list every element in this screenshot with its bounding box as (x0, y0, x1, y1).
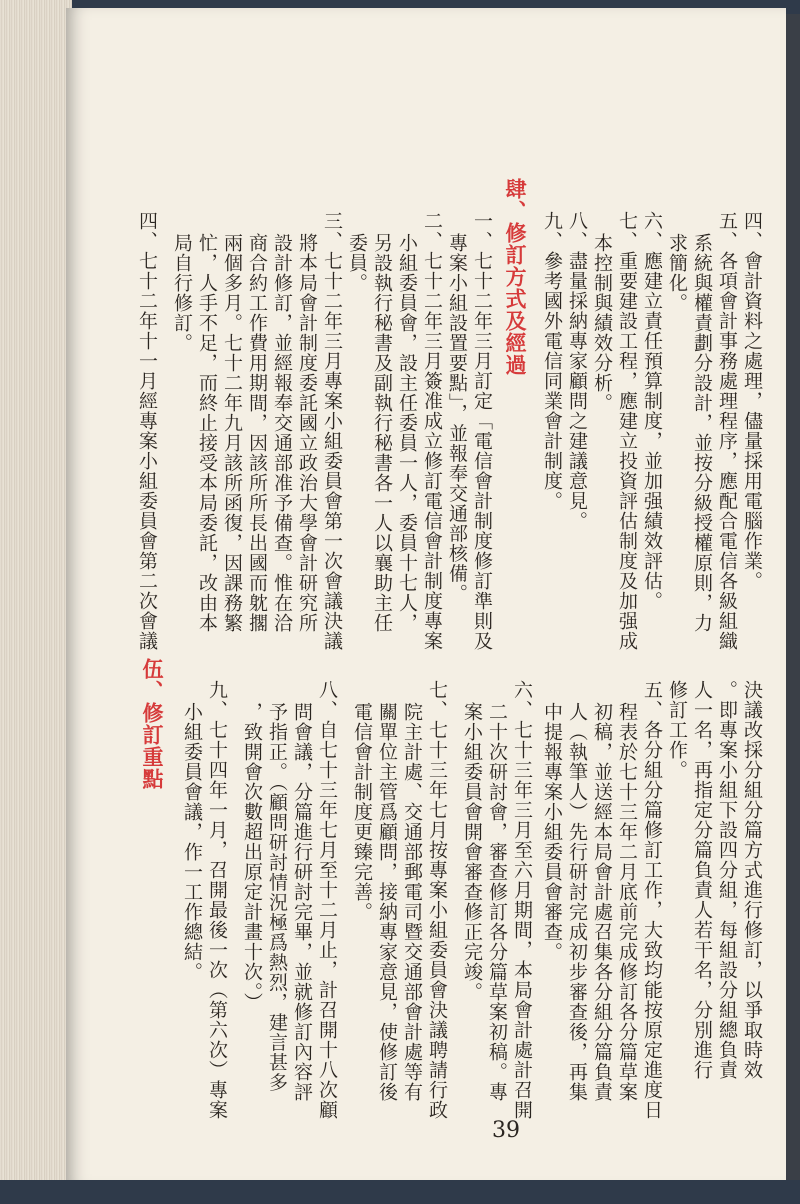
upper-col-23: 局自行修訂。 (171, 233, 193, 353)
upper-col-16: 委員。 (346, 233, 368, 293)
upper-col-21: 兩個多月。七十二年九月該所函復，因課務繁 (221, 233, 243, 633)
lower-col-10: 六、七十三年三月至六月期間，本局會計處計召開 (511, 680, 533, 1120)
lower-col-6: 程表於七十三年二月底前完成修訂各分篇草案 (616, 702, 638, 1102)
lower-col-14: 院主計處、交通部郵電司暨交通部會計處等有 (401, 702, 423, 1102)
lower-col-5: 五、各分組分篇修訂工作，大致均能按原定進度日 (641, 680, 663, 1120)
upper-col-18: 將本局會計制度委託國立政治大學會計研究所 (296, 233, 318, 633)
upper-col-1: 四、會計資料之處理，儘量採用電腦作業。 (741, 211, 763, 591)
lower-col-21: 九、七十四年一月，召開最後一次（第六次）專案 (206, 680, 228, 1120)
upper-col-6: 七、重要建設工程，應建立投資評估制度及加强成 (616, 211, 638, 651)
lower-col-19: 予指正。（顧問研討情況極爲熱烈，建言甚多 (266, 702, 288, 1093)
lower-col-16: 電信會計制度更臻完善。 (351, 702, 373, 922)
upper-col-22: 忙，人手不足，而終止接受本局委託，改由本 (196, 233, 218, 633)
lower-col-15: 關單位主管爲顧問，接納專家意見，使修訂後 (376, 702, 398, 1102)
upper-col-17: 三、七十二年三月專案小組委員會第一次會議決議 (321, 211, 343, 651)
upper-col-14: 小組委員會，設主任委員一人，委員十七人， (396, 233, 418, 633)
page-number: 39 (492, 1118, 520, 1143)
upper-col-11: 一、七十二年三月訂定「電信會計制度修訂準則及 (471, 211, 493, 651)
lower-col-22: 小組委員會議，作一工作總結。 (181, 702, 203, 982)
lower-col-3: 人一名，再指定分篇負責人若干名，分別進行 (691, 680, 713, 1080)
book-page (66, 8, 786, 1186)
upper-col-24: 四、七十二年十一月經專案小組委員會第二次會議 (136, 211, 158, 651)
lower-col-7: 初稿，並送經本局會計處召集各分組分篇負責 (591, 702, 613, 1102)
section-heading-four: 肆、修訂方式及經過 (503, 178, 528, 376)
upper-col-12: 專案小組設置要點」，並報奉交通部核備。 (446, 233, 468, 604)
book-binding-bottom (0, 1180, 800, 1204)
upper-col-3: 系統與權責劃分設計，並按分級授權原則，力 (691, 233, 713, 633)
lower-col-8: 人（執筆人）先行研討完成初步審查後，再集 (566, 702, 588, 1102)
upper-col-4: 求簡化。 (666, 233, 688, 313)
upper-col-13: 二、七十二年三月簽准成立修訂電信會計制度專案 (421, 211, 443, 651)
upper-col-19: 設計修訂，並經報奉交通部准予備查。惟在洽 (271, 233, 293, 633)
lower-col-13: 七、七十三年七月按專案小組委員會決議聘請行政 (426, 680, 448, 1120)
lower-col-17: 八、自七十三年七月至十二月止，計召開十八次顧 (316, 680, 338, 1120)
section-heading-five: 伍、修訂重點 (140, 658, 165, 790)
upper-col-15: 另設執行秘書及副執行秘書各一人以襄助主任 (371, 233, 393, 633)
lower-col-12: 案小組委員會開會審查修正完竣。 (461, 702, 483, 1002)
lower-col-2: 。即專案小組下設四分組，每組設分組總負責 (716, 680, 738, 1080)
upper-col-7: 本控制與績效分析。 (591, 233, 613, 413)
lower-col-4: 修訂工作。 (666, 680, 688, 780)
upper-col-20: 商合約工作費用期間，因該所所長出國而躭擱 (246, 233, 268, 633)
lower-col-1: 決議改採分組分篇方式進行修訂，以爭取時效 (741, 680, 763, 1080)
lower-col-9: 中提報專案小組委員會審查。 (541, 702, 563, 962)
lower-col-20: ，致開會次數超出原定計畫十次。） (241, 702, 263, 1013)
lower-col-18: 問會議，分篇進行研討完畢，並就修訂內容評 (291, 702, 313, 1102)
upper-col-5: 六、應建立責任預算制度，並加强績效評估。 (641, 211, 663, 611)
upper-col-2: 五、各項會計事務處理程序，應配合電信各級組織 (716, 211, 738, 651)
lower-col-11: 二十次研討會，審查修訂各分篇草案初稿。專 (486, 702, 508, 1102)
page-edges (0, 0, 72, 1204)
upper-col-9: 九、參考國外電信同業會計制度。 (541, 211, 563, 511)
upper-col-8: 八、盡量採納專家顧問之建議意見。 (566, 211, 588, 531)
